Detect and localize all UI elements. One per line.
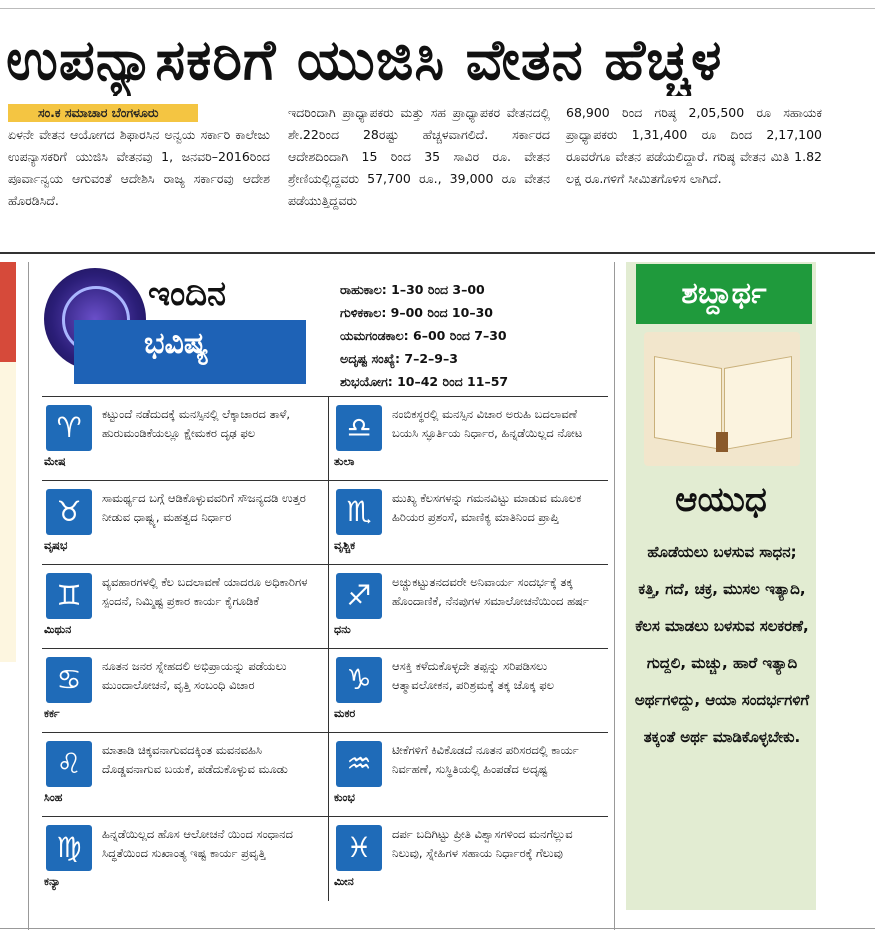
sign-name: ವೃಶ್ಚಿಕ: [334, 539, 356, 552]
cancer-icon: ♋: [46, 657, 92, 703]
article-column-2: ಇದರಿಂದಾಗಿ ಪ್ರಾಧ್ಯಾಪಕರು ಮತ್ತು ಸಹ ಪ್ರಾಧ್ಯಾಪಕರ ವೇತನದಲ್ಲಿ ಶೇ.22ರಿಂದ 28ರಷ್ಟು ಹೆಚ್ಚಳವಾಗಲಿದೆ. ಸರ್ಕಾರದ ಆದೇಶದಿಂದಾಗಿ 15 ರಿಂದ 35 ಸಾವಿರ ರೂ. ವೇತನ ಶ್ರೇಣಿಯಲ್ಲಿದ್ದವರು 57,700 ರೂ., 39,000 ರೂ ವೇತನ ಪಡೆಯುತ್ತಿದ್ದವರು: [288, 105, 550, 208]
top-strip: [0, 0, 875, 9]
zodiac-grid: [42, 396, 608, 914]
aries-icon: ♈: [46, 405, 92, 451]
sign-prediction: ಸಾಮರ್ಥ್ಯದ ಬಗ್ಗೆ ಆಡಿಕೊಳ್ಳುವವರಿಗೆ ಸೌಜನ್ಯದಡಿ ಉತ್ತರ ನೀಡುವ ಧಾಷ್ಟ್ಯ, ಮಹತ್ವದ ನಿರ್ಧಾರ: [102, 491, 306, 524]
shabdartha-meaning: ಹೊಡೆಯಲು ಬಳಸುವ ಸಾಧನ; ಕತ್ತಿ, ಗದೆ, ಚಕ್ರ, ಮುಸಲ ಇತ್ಯಾದಿ, ಕೆಲಸ ಮಾಡಲು ಬಳಸುವ ಸಲಕರಣೆ, ಗುದ್ದಲಿ, ಮಚ್ಚು, ಹಾರೆ ಇತ್ಯಾದಿ ಅರ್ಥಗಳಿದ್ದು, ಆಯಾ ಸಂದರ್ಭಗಳಿಗೆ ತಕ್ಕಂತೆ ಅರ್ಥ ಮಾಡಿಕೊಳ್ಳಬೇಕು.: [634, 543, 810, 746]
sign-name: ಕನ್ಯಾ: [44, 875, 61, 888]
open-book-icon: [644, 332, 800, 466]
sign-name: ಧನು: [334, 623, 351, 636]
sign-prediction: ಅಚ್ಚುಕಟ್ಟುತನದವರೇ ಅನಿವಾರ್ಯ ಸಂದರ್ಭಕ್ಕೆ ತಕ್ಕ ಹೊಂದಾಣಿಕೆ, ನೆನಪುಗಳ ಸಮಾಲೋಚನೆಯಿಂದ ಹರ್ಷ: [392, 575, 589, 608]
zodiac-row: [42, 816, 608, 901]
column-rule-left: [28, 262, 29, 930]
sign-card-mesha: [42, 397, 329, 481]
section-divider: [0, 252, 875, 254]
scorpio-icon: ♏: [336, 489, 382, 535]
timing-yamagandakala: ಯಮಗಂಡಕಾಲ: 6–00 ರಿಂದ 7–30: [340, 328, 507, 343]
article-body: [8, 102, 820, 244]
sign-prediction: ಮುಖ್ಯ ಕೆಲಸಗಳನ್ನು ಗಮನವಿಟ್ಟು ಮಾಡುವ ಮೂಲಕ ಹಿರಿಯರ ಪ್ರಶಂಸೆ, ಮಾಣಿಕ್ಯ ಮಾತಿನಿಂದ ಪ್ರಾಪ್ತಿ: [392, 491, 582, 524]
shabdartha-panel: [626, 262, 816, 910]
taurus-icon: ♉: [46, 489, 92, 535]
aquarius-icon: ♒: [336, 741, 382, 787]
sign-name: ಸಿಂಹ: [44, 791, 63, 804]
sign-prediction: ಹಿನ್ನಡೆಯಿಲ್ಲದ ಹೊಸ ಆಲೋಚನೆ ಯಿಂದ ಸಂಧಾನದ ಸಿದ್ಧತೆಯಿಂದ ಸುಖಾಂತ್ಯ ಇಷ್ಟ ಕಾರ್ಯ ಪ್ರವೃತ್ತಿ: [102, 827, 293, 860]
timing-rahukala: ರಾಹುಕಾಲ: 1–30 ರಿಂದ 3–00: [340, 282, 485, 297]
pisces-icon: ♓: [336, 825, 382, 871]
sign-prediction: ವ್ಯವಹಾರಗಳಲ್ಲಿ ಕೆಲ ಬದಲಾವಣೆ ಯಾದರೂ ಅಧಿಕಾರಿಗಳ ಸ್ಪಂದನೆ, ನಿಮ್ಮಿಷ್ಟ ಪ್ರಕಾರ ಕಾರ್ಯ ಕೈಗೂಡಿಕೆ: [102, 575, 308, 608]
horoscope-title-line1: ಇಂದಿನ: [148, 274, 227, 314]
zodiac-row: [42, 732, 608, 817]
sagittarius-icon: ♐: [336, 573, 382, 619]
bottom-rule: [0, 928, 875, 929]
sign-prediction: ಮಾತಾಡಿ ಚಿಕ್ಕವನಾಗುವದಕ್ಕಿಂತ ಮವನವಹಿಸಿ ದೊಡ್ಡವನಾಗುವ ಬಯಕೆ, ಪಡೆದುಕೊಳ್ಳುವ ಮೂಡು: [102, 743, 288, 776]
timing-gulikakala: ಗುಳಿಕಕಾಲ: 9–00 ರಿಂದ 10–30: [340, 305, 493, 320]
sign-card-tula: [332, 397, 608, 481]
sign-name: ಕುಂಭ: [334, 791, 355, 804]
sign-name: ಮೇಷ: [44, 455, 66, 468]
zodiac-row: [42, 564, 608, 649]
timings-list: [340, 278, 600, 393]
sign-prediction: ಟೀಕೆಗಳಿಗೆ ಕಿವಿಕೊಡದೆ ನೂತನ ಪರಿಸರದಲ್ಲಿ ಕಾರ್ಯ ನಿರ್ವಹಣೆ, ಸುಸ್ಥಿತಿಯಲ್ಲಿ ಹಿಂಪಡೆದ ಅದೃಷ್ಟ: [392, 743, 579, 776]
sign-name: ಮಕರ: [334, 707, 356, 720]
sign-card-vrishabha: [42, 481, 329, 565]
zodiac-row: [42, 396, 608, 481]
sign-card-kanya: [42, 817, 329, 901]
headline: ಉಪನ್ಯಾಸಕರಿಗೆ ಯುಜಿಸಿ ವೇತನ ಹೆಚ್ಚಳ: [6, 28, 723, 93]
gemini-icon: ♊: [46, 573, 92, 619]
sign-card-dhanu: [332, 565, 608, 649]
leo-icon: ♌: [46, 741, 92, 787]
shabdartha-word: ಆಯುಧ: [675, 480, 767, 520]
dateline: ಸಂ.ಕ ಸಮಾಚಾರ ಬೆಂಗಳೂರು: [8, 104, 198, 122]
horoscope-header: [44, 268, 312, 386]
sign-name: ವೃಷಭ: [44, 539, 68, 552]
sign-card-vrishchika: [332, 481, 608, 565]
article-column-1: [8, 102, 270, 212]
shabdartha-heading: ಶಬ್ದಾರ್ಥ: [636, 264, 812, 324]
timing-shubhayoga: ಶುಭಯೋಗ: 10–42 ರಿಂದ 11–57: [340, 374, 509, 389]
timing-lucky-number: ಅದೃಷ್ಟ ಸಂಖ್ಯೆ: 7–2–9–3: [340, 351, 458, 366]
sign-card-simha: [42, 733, 329, 817]
sign-prediction: ದರ್ಪ ಬದಿಗಿಟ್ಟು ಪ್ರೀತಿ ವಿಶ್ವಾಸಗಳಿಂದ ಮನಗೆಲ್ಲುವ ನಿಲುವು, ಸ್ನೇಹಿಗಳ ಸಹಾಯ ನಿರ್ಧಾರಕ್ಕೆ ಗೆಲುವು: [392, 827, 573, 860]
sign-card-makara: [332, 649, 608, 733]
sign-prediction: ಕಟ್ಟುಂದೆ ನಡೆದುದಕ್ಕೆ ಮನಸ್ಸಿನಲ್ಲಿ ಲೆಕ್ಕಾಚಾರದ ತಾಳೆ, ಹುರುಮಂಡಿಕೆಯಲ್ಲೂ ಕ್ಷೇಮಕರ ದೃಢ ಫಲ: [102, 407, 291, 440]
sign-name: ಮೀನ: [334, 875, 354, 888]
virgo-icon: ♍: [46, 825, 92, 871]
sign-card-karka: [42, 649, 329, 733]
capricorn-icon: ♑: [336, 657, 382, 703]
sign-name: ತುಲಾ: [334, 455, 355, 468]
sign-card-mithuna: [42, 565, 329, 649]
adjacent-clipping-edge-2: [0, 362, 16, 662]
zodiac-row: [42, 648, 608, 733]
sign-prediction: ನೂತನ ಜನರ ಸ್ನೇಹದಲಿ ಅಭಿಪ್ರಾಯನ್ನು ಪಡೆಯಲು ಮುಂದಾಲೋಚನೆ, ವೃತ್ತಿ ಸಂಬಂಧಿ ವಿಚಾರ: [102, 659, 287, 692]
libra-icon: ♎: [336, 405, 382, 451]
sign-name: ಮಿಥುನ: [44, 623, 72, 636]
sign-card-kumbha: [332, 733, 608, 817]
horoscope-title-line2: ಭವಿಷ್ಯ: [144, 326, 209, 361]
article-column-1-text: ಏಳನೇ ವೇತನ ಆಯೋಗದ ಶಿಫಾರಸಿನ ಅನ್ವಯ ಸರ್ಕಾರಿ ಕಾಲೇಜು ಉಪನ್ಯಾಸಕರಿಗೆ ಯುಜಿಸಿ ವೇತನವು 1, ಜನವರಿ–2016ರಿಂದ ಪೂರ್ವಾನ್ವಯ ಆಗುವಂತೆ ಆದೇಶಿಸಿ ರಾಜ್ಯ ಸರ್ಕಾರವು ಆದೇಶ ಹೊರಡಿಸಿದೆ.: [8, 127, 270, 208]
sign-card-meena: [332, 817, 608, 901]
zodiac-row: [42, 480, 608, 565]
adjacent-clipping-edge: [0, 262, 16, 362]
sign-prediction: ನಂಬಿಕಸ್ಥರಲ್ಲಿ ಮನಸ್ಸಿನ ವಿಚಾರ ಅರುಹಿ ಬದಲಾವಣೆ ಬಯಸಿ ಸ್ಫೂರ್ತಿಯ ನಿರ್ಧಾರ, ಹಿನ್ನಡೆಯಿಲ್ಲದ ನೋಟ: [392, 407, 583, 440]
sign-name: ಕರ್ಕ: [44, 707, 60, 720]
column-rule-right: [614, 262, 615, 930]
article-column-3: 68,900 ರಿಂದ ಗರಿಷ್ಠ 2,05,500 ರೂ ಸಹಾಯಕ ಪ್ರಾಧ್ಯಾಪಕರು 1,31,400 ರೂ ದಿಂದ 2,17,100 ರೂವರೆಗೂ ವೇತನ ಪಡೆಯಲಿದ್ದಾರೆ. ಗರಿಷ್ಠ ವೇತನ ಮಿತಿ 1.82 ಲಕ್ಷ ರೂ.ಗಳಿಗೆ ಸೀಮಿತಗೊಳಿಸ ಲಾಗಿದೆ.: [566, 105, 822, 186]
sign-prediction: ಆಸಕ್ತಿ ಕಳೆದುಕೊಳ್ಳದೇ ತಪ್ಪನ್ನು ಸರಿಪಡಿಸಲು ಆತ್ಮಾವಲೋಕನ, ಪರಿಶ್ರಮಕ್ಕೆ ತಕ್ಕ ಚೊಕ್ಕ ಫಲ: [392, 659, 555, 692]
